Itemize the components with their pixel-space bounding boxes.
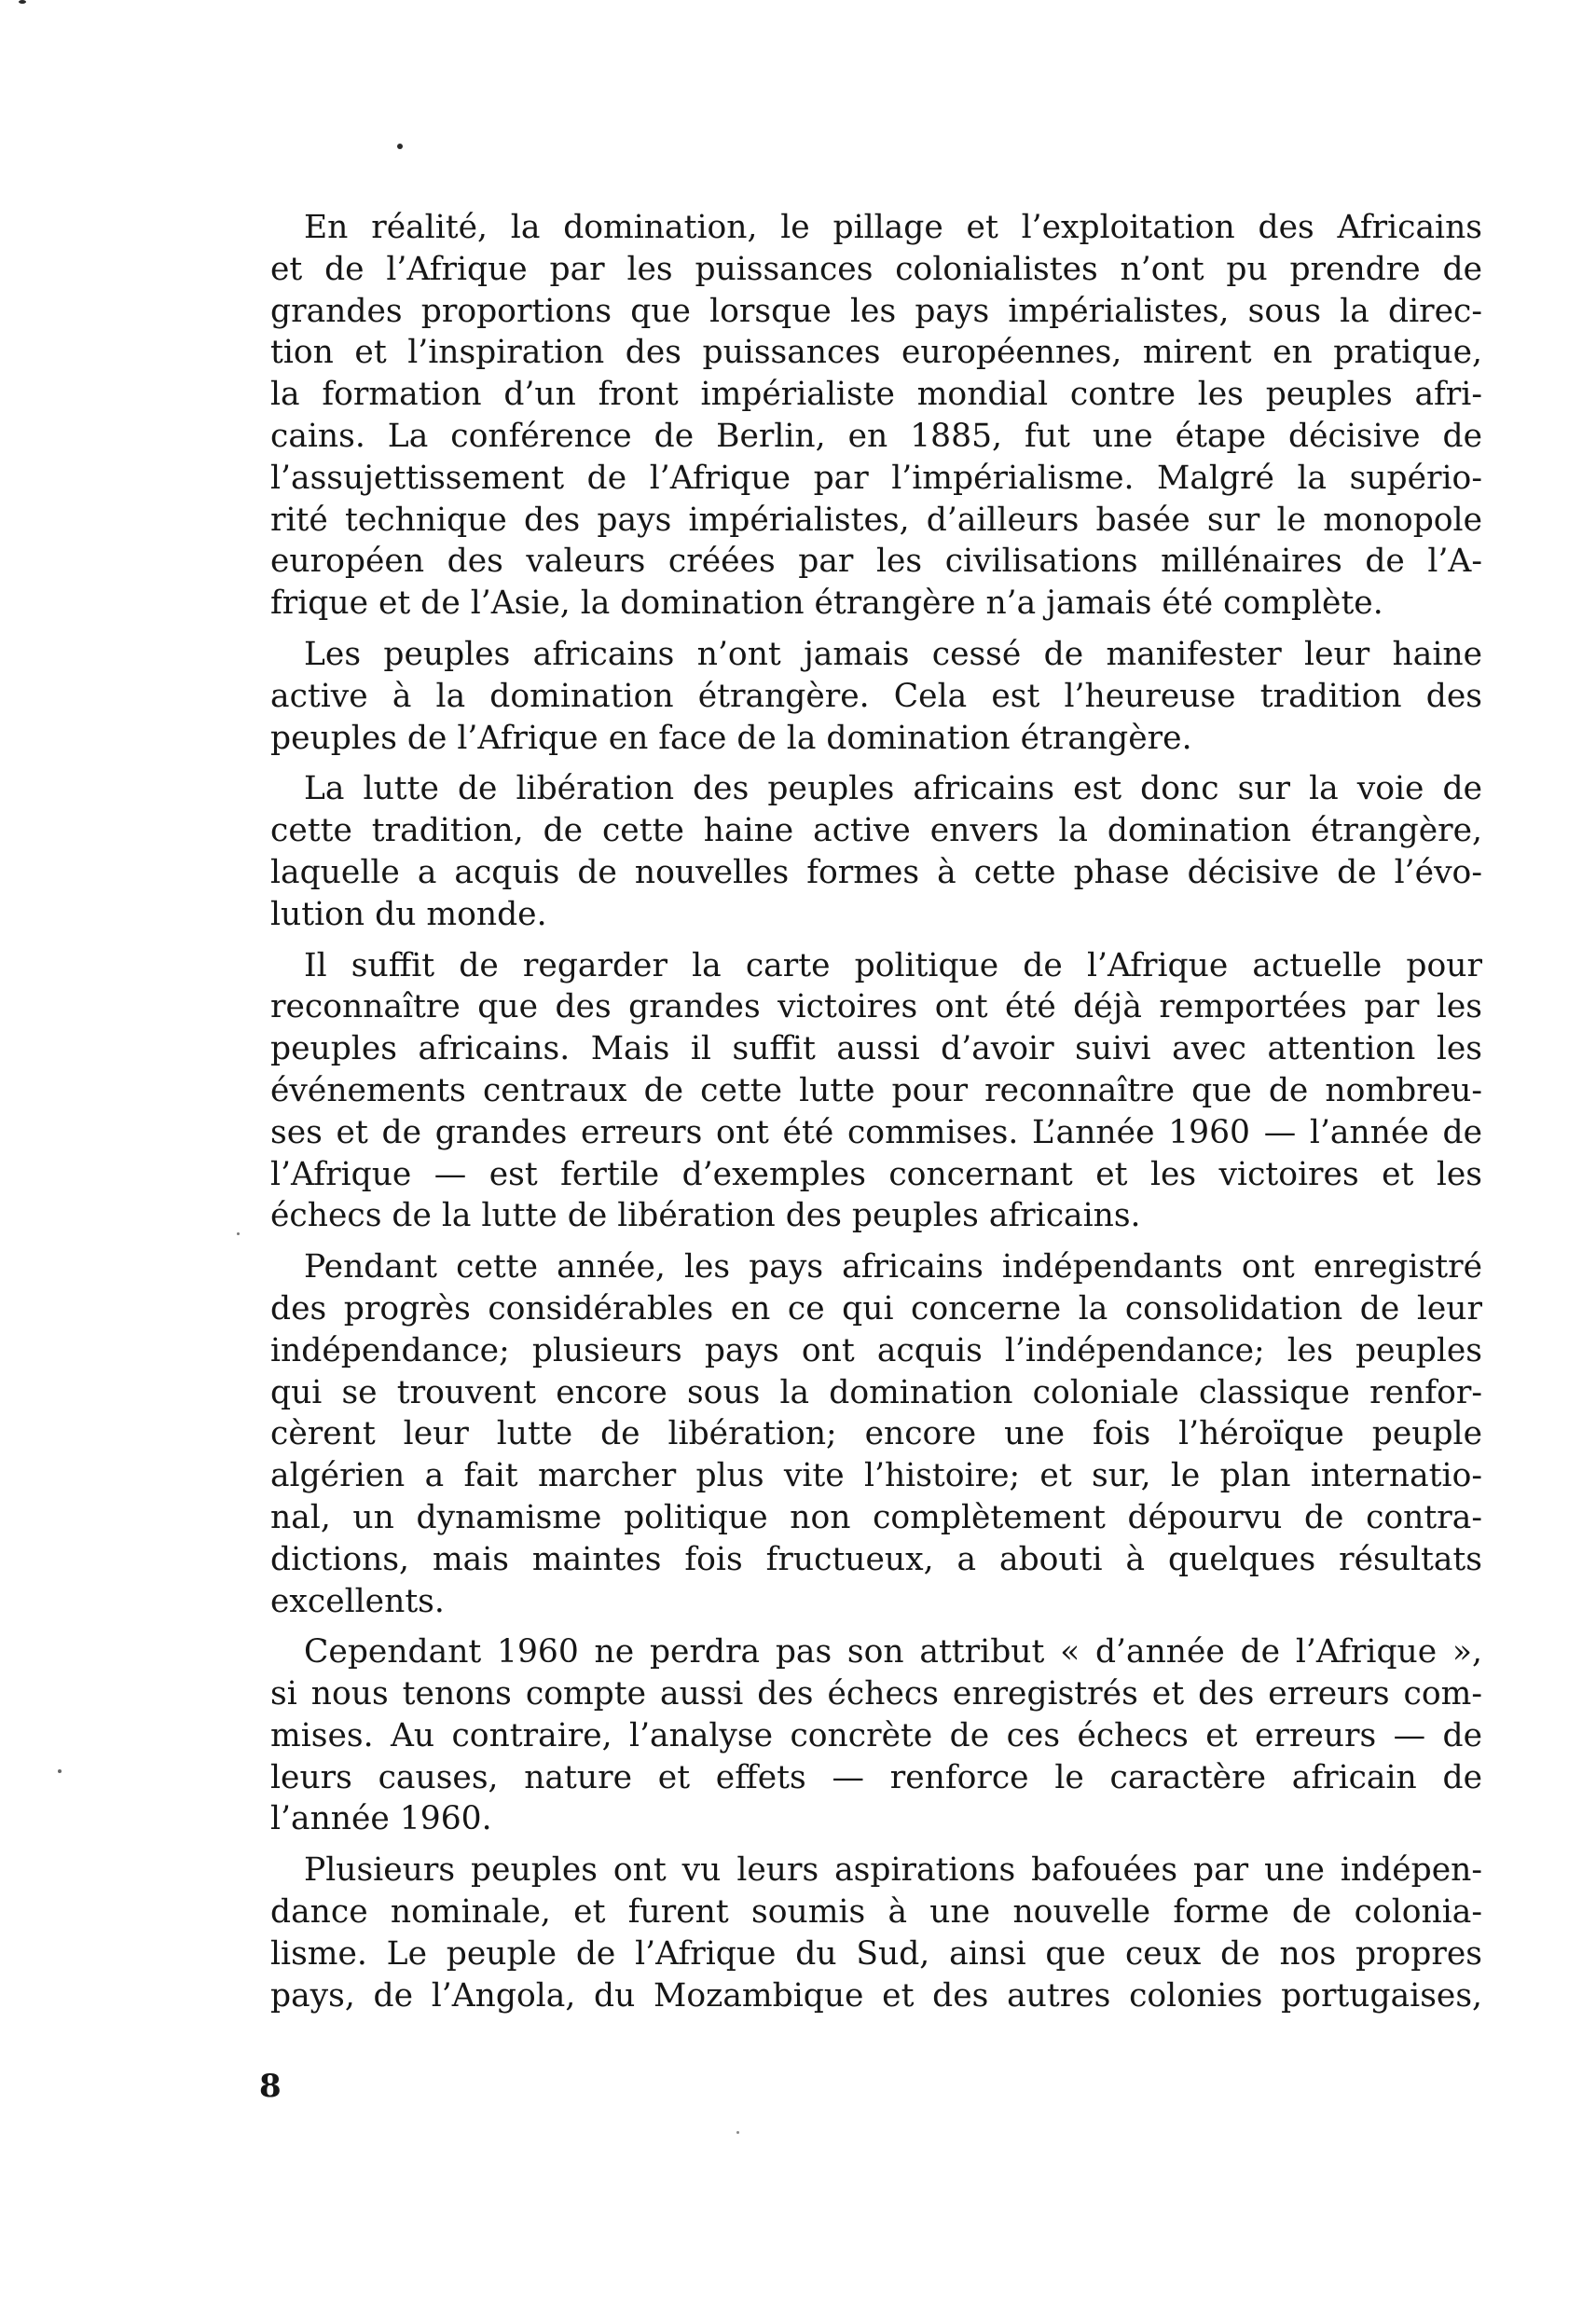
text-line: cette tradition, de cette haine active envers la domination étrangère, bbox=[270, 812, 1482, 850]
text-line: événements centraux de cette lutte pour reconnaître que de nombreu- bbox=[270, 1071, 1482, 1109]
ink-speck bbox=[58, 1769, 62, 1773]
text-line: lisme. Le peuple de l’Afrique du Sud, ainsi que ceux de nos propres bbox=[270, 1934, 1482, 1973]
text-line: pays, de l’Angola, du Mozambique et des autres colonies portugaises, bbox=[270, 1976, 1482, 2015]
text-line: laquelle a acquis de nouvelles formes à cette phase décisive de l’évo- bbox=[270, 853, 1482, 891]
text-line: l’année 1960. bbox=[270, 1800, 492, 1838]
text-line: leurs causes, nature et effets — renforce le caractère africain de bbox=[270, 1758, 1482, 1796]
text-line: algérien a fait marcher plus vite l’histoire; et sur, le plan internatio- bbox=[270, 1457, 1482, 1495]
text-line: lution du monde. bbox=[270, 895, 547, 933]
text-line: rité technique des pays impérialistes, d’ailleurs basée sur le monopole bbox=[270, 501, 1482, 539]
text-line: tion et l’inspiration des puissances européennes, mirent en pratique, bbox=[270, 334, 1482, 372]
text-line: Les peuples africains n’ont jamais cessé de manifester leur haine bbox=[304, 635, 1482, 673]
text-line: La lutte de libération des peuples africains est donc sur la voie de bbox=[304, 770, 1482, 808]
paragraph bbox=[270, 634, 1482, 759]
text-line: dance nominale, et furent soumis à une nouvelle forme de colonia- bbox=[270, 1893, 1482, 1932]
text-line: peuples de l’Afrique en face de la domination étrangère. bbox=[270, 719, 1192, 757]
page-number: 8 bbox=[259, 2068, 282, 2105]
text-line: Plusieurs peuples ont vu leurs aspirations bafouées par une indépen- bbox=[304, 1851, 1482, 1890]
text-line: cèrent leur lutte de libération; encore une fois l’héroïque peuple bbox=[270, 1415, 1482, 1453]
text-line: frique et de l’Asie, la domination étrangère n’a jamais été complète. bbox=[270, 585, 1383, 623]
text-line: cains. La conférence de Berlin, en 1885, fut une étape décisive de bbox=[270, 417, 1482, 455]
text-line: la formation d’un front impérialiste mondial contre les peuples afri- bbox=[270, 376, 1482, 414]
text-line: excellents. bbox=[270, 1582, 445, 1620]
text-line: nal, un dynamisme politique non complètement dépourvu de contra- bbox=[270, 1498, 1482, 1536]
text-line: européen des valeurs créées par les civilisations millénaires de l’A- bbox=[270, 543, 1482, 581]
text-line: grandes proportions que lorsque les pays impérialistes, sous la direc- bbox=[270, 292, 1482, 330]
text-line: et de l’Afrique par les puissances colonialistes n’ont pu prendre de bbox=[270, 250, 1482, 288]
ink-speck bbox=[397, 144, 403, 149]
paragraph bbox=[270, 1246, 1482, 1622]
ink-speck bbox=[19, 0, 26, 4]
text-line: En réalité, la domination, le pillage et l’exploitation des Africains bbox=[304, 209, 1482, 246]
ink-speck bbox=[237, 1232, 240, 1235]
paragraph bbox=[270, 945, 1482, 1238]
text-line: Cependant 1960 ne perdra pas son attribut « d’année de l’Afrique », bbox=[304, 1633, 1482, 1671]
text-line: qui se trouvent encore sous la domination coloniale classique renfor- bbox=[270, 1373, 1482, 1411]
text-line: reconnaître que des grandes victoires ont été déjà remportées par les bbox=[270, 988, 1482, 1026]
text-line: si nous tenons compte aussi des échecs enregistrés et des erreurs com- bbox=[270, 1675, 1482, 1713]
text-line: mises. Au contraire, l’analyse concrète de ces échecs et erreurs — de bbox=[270, 1716, 1482, 1754]
text-line: peuples africains. Mais il suffit aussi d’avoir suivi avec attention les bbox=[270, 1030, 1482, 1068]
paragraph bbox=[270, 1631, 1482, 1840]
text-line: Il suffit de regarder la carte politique de l’Afrique actuelle pour bbox=[304, 946, 1482, 984]
text-line: dictions, mais maintes fois fructueux, a abouti à quelques résultats bbox=[270, 1540, 1482, 1578]
body-text bbox=[270, 207, 1482, 2026]
ink-speck bbox=[736, 2131, 739, 2134]
text-line: Pendant cette année, les pays africains indépendants ont enregistré bbox=[304, 1248, 1482, 1286]
text-line: indépendance; plusieurs pays ont acquis l’indépendance; les peuples bbox=[270, 1331, 1482, 1369]
text-line: ses et de grandes erreurs ont été commises. L’année 1960 — l’année de bbox=[270, 1113, 1482, 1151]
paragraph bbox=[270, 207, 1482, 625]
paragraph bbox=[270, 768, 1482, 935]
text-line: échecs de la lutte de libération des peuples africains. bbox=[270, 1197, 1141, 1235]
text-line: l’assujettissement de l’Afrique par l’impérialisme. Malgré la supério- bbox=[270, 459, 1482, 497]
text-line: active à la domination étrangère. Cela est l’heureuse tradition des bbox=[270, 677, 1482, 715]
text-line: des progrès considérables en ce qui concerne la consolidation de leur bbox=[270, 1289, 1482, 1327]
text-line: l’Afrique — est fertile d’exemples concernant et les victoires et les bbox=[270, 1155, 1482, 1193]
paragraph bbox=[270, 1850, 1482, 2016]
